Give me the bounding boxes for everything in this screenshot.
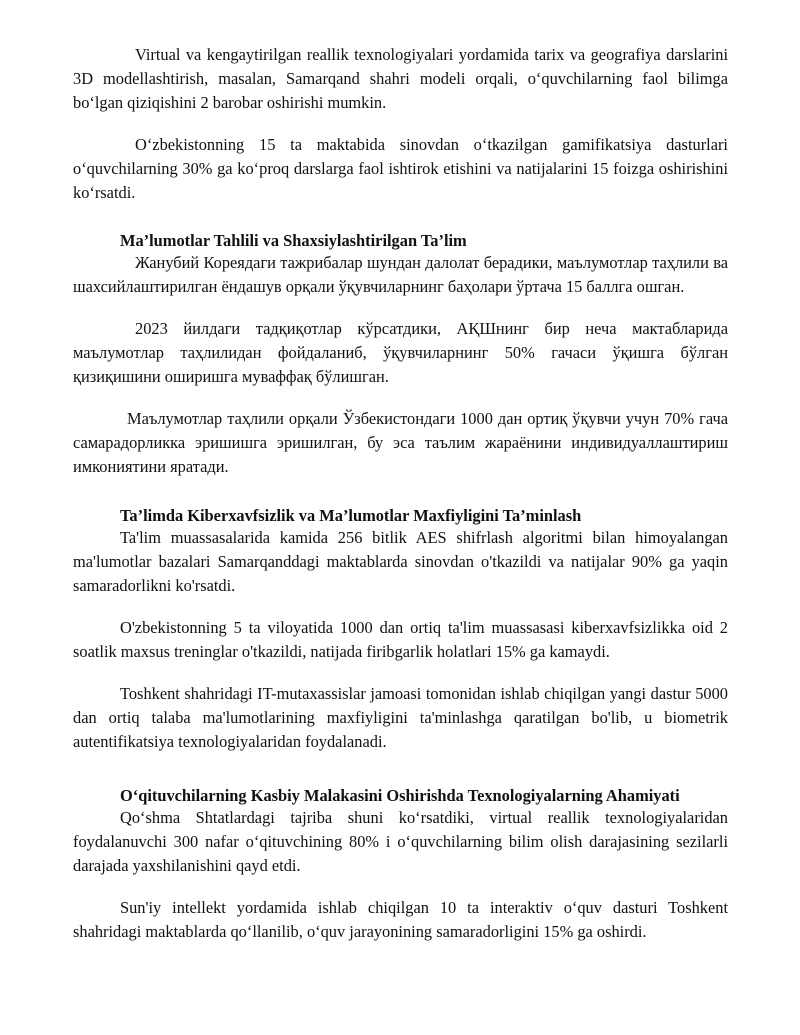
paragraph-usa-2023: 2023 йилдаги тадқиқотлар кўрсатдики, АҚШнинг бир неча мактабларида маълумотлар таҳлилидан фойдаланиб, ўқувчиларнинг 50% гачаси ўқишга бўлган қизиқишини оширишга муваффақ бўлишган.	[73, 319, 728, 386]
paragraph-trainings: O'zbekistonning 5 ta viloyatida 1000 dan ortiq ta'lim muassasasi kiberxavfsizlikka oid 2 soatlik maxsus treninglar o'tkazildi, natijada firibgarlik holatlari 15% ga kamaydi.	[73, 618, 728, 661]
paragraph-gamification: Oʻzbekistonning 15 ta maktabida sinovdan oʻtkazilgan gamifikatsiya dasturlari oʻquvchilarning 30% ga koʻproq darslarga faol ishtirok etishini va natijalarini 15 foizga oshirishini koʻrsatdi.	[73, 135, 728, 202]
section-heading-cybersecurity: Ta’limda Kiberxavfsizlik va Ma’lumotlar Maxfiyligini Ta’minlash	[120, 506, 582, 525]
paragraph-south-korea: Жанубий Кореядаги тажрибалар шундан далолат берадики, маълумотлар таҳлили ва шахсийлаштирилган ёндашув орқали ўқувчиларнинг баҳолари ўртача 15 баллга ошган.	[73, 253, 728, 296]
paragraph-biometric: Toshkent shahridagi IT-mutaxassislar jamoasi tomonidan ishlab chiqilgan yangi dastur 5000 dan ortiq talaba ma'lumotlarining maxfiyligini ta'minlashga qaratilgan bo'lib, u biometrik autentifikatsiya texnologiyalaridan foydalanadi.	[73, 684, 728, 751]
paragraph-vr-ar: Virtual va kengaytirilgan reallik texnologiyalari yordamida tarix va geografiya darslarini 3D modellashtirish, masalan, Samarqand shahri modeli orqali, oʻquvchilarning faol bilimga boʻlgan qiziqishini 2 barobar oshirishi mumkin.	[73, 45, 728, 112]
section-heading-data-analysis: Ma’lumotlar Tahlili va Shaxsiylashtirilgan Ta’lim	[120, 231, 467, 250]
paragraph-uzbekistan-data: Маълумотлар таҳлили орқали Ўзбекистондаги 1000 дан ортиқ ўқувчи учун 70% гача самарадорликка эришишга эришилган, бу эса таълим жараёнини индивидуаллаштириш имкониятини яратади.	[73, 409, 728, 476]
section-heading-teacher-skills: Oʻqituvchilarning Kasbiy Malakasini Oshirishda Texnologiyalarning Ahamiyati	[120, 786, 680, 805]
paragraph-ai-programs: Sun'iy intellekt yordamida ishlab chiqilgan 10 ta interaktiv oʻquv dasturi Toshkent shahridagi maktablarda qoʻllanilib, oʻquv jarayonining samaradorligini 15% ga oshirdi.	[73, 898, 728, 941]
paragraph-usa-vr-teachers: Qoʻshma Shtatlardagi tajriba shuni koʻrsatdiki, virtual reallik texnologiyalaridan foydalanuvchi 300 nafar oʻqituvchining 80% i oʻquvchilarning bilim olish darajasining sezilarli darajada yaxshilanishini qayd etdi.	[73, 808, 728, 875]
paragraph-aes-encryption: Ta'lim muassasalarida kamida 256 bitlik AES shifrlash algoritmi bilan himoyalangan ma'lumotlar bazalari Samarqanddagi maktablarda sinovdan o'tkazildi va natijalar 90% ga yaqin samaradorlikni ko'rsatdi.	[73, 528, 728, 595]
